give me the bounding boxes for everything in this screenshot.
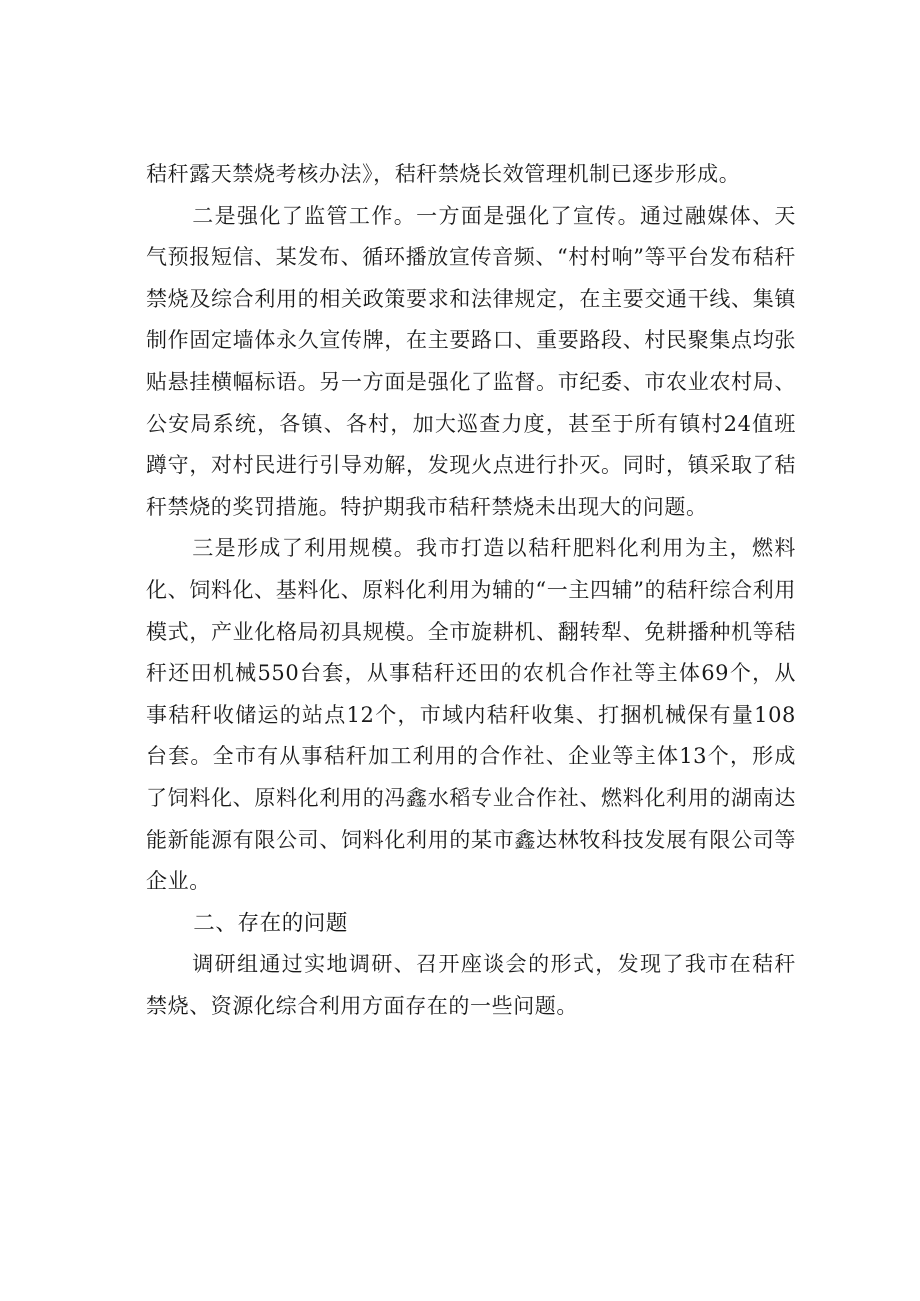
section-heading-problems: 二、存在的问题 (193, 910, 348, 936)
paragraph-research-findings: 调研组通过实地调研、召开座谈会的形式，发现了我市在秸秆禁烧、资源化综合利用方面存在的一些问题。 (146, 952, 796, 1018)
document-body (146, 154, 796, 1027)
paragraph-utilization-scale: 三是形成了利用规模。我市打造以秸秆肥料化利用为主，燃料化、饲料化、基料化、原料化利用为辅的“一主四辅”的秸秆综合利用模式，产业化格局初具规模。全市旋耕机、翻转犁、免耕播种机等秸秆还田机械550台套，从事秸秆还田的农机合作社等主体69个，从事秸秆收储运的站点12个，市域内秸秆收集、打捆机械保有量108台套。全市有从事秸秆加工利用的合作社、企业等主体13个，形成了饲料化、原料化利用的冯鑫水稻专业合作社、燃料化利用的湖南达能新能源有限公司、饲料化利用的某市鑫达林牧科技发展有限公司等企业。 (146, 536, 796, 894)
paragraph-continuation: 秸秆露天禁烧考核办法》，秸秆禁烧长效管理机制已逐步形成。 (146, 162, 741, 186)
paragraph-supervision: 二是强化了监管工作。一方面是强化了宣传。通过融媒体、天气预报短信、某发布、循环播放宣传音频、“村村响”等平台发布秸秆禁烧及综合利用的相关政策要求和法律规定，在主要交通干线、集镇制作固定墙体永久宣传牌，在主要路口、重要路段、村民聚集点均张贴悬挂横幅标语。另一方面是强化了监督。市纪委、市农业农村局、公安局系统，各镇、各村，加大巡查力度，甚至于所有镇村24值班蹲守，对村民进行引导劝解，发现火点进行扑灭。同时，镇采取了秸秆禁烧的奖罚措施。特护期我市秸秆禁烧未出现大的问题。 (146, 203, 796, 519)
